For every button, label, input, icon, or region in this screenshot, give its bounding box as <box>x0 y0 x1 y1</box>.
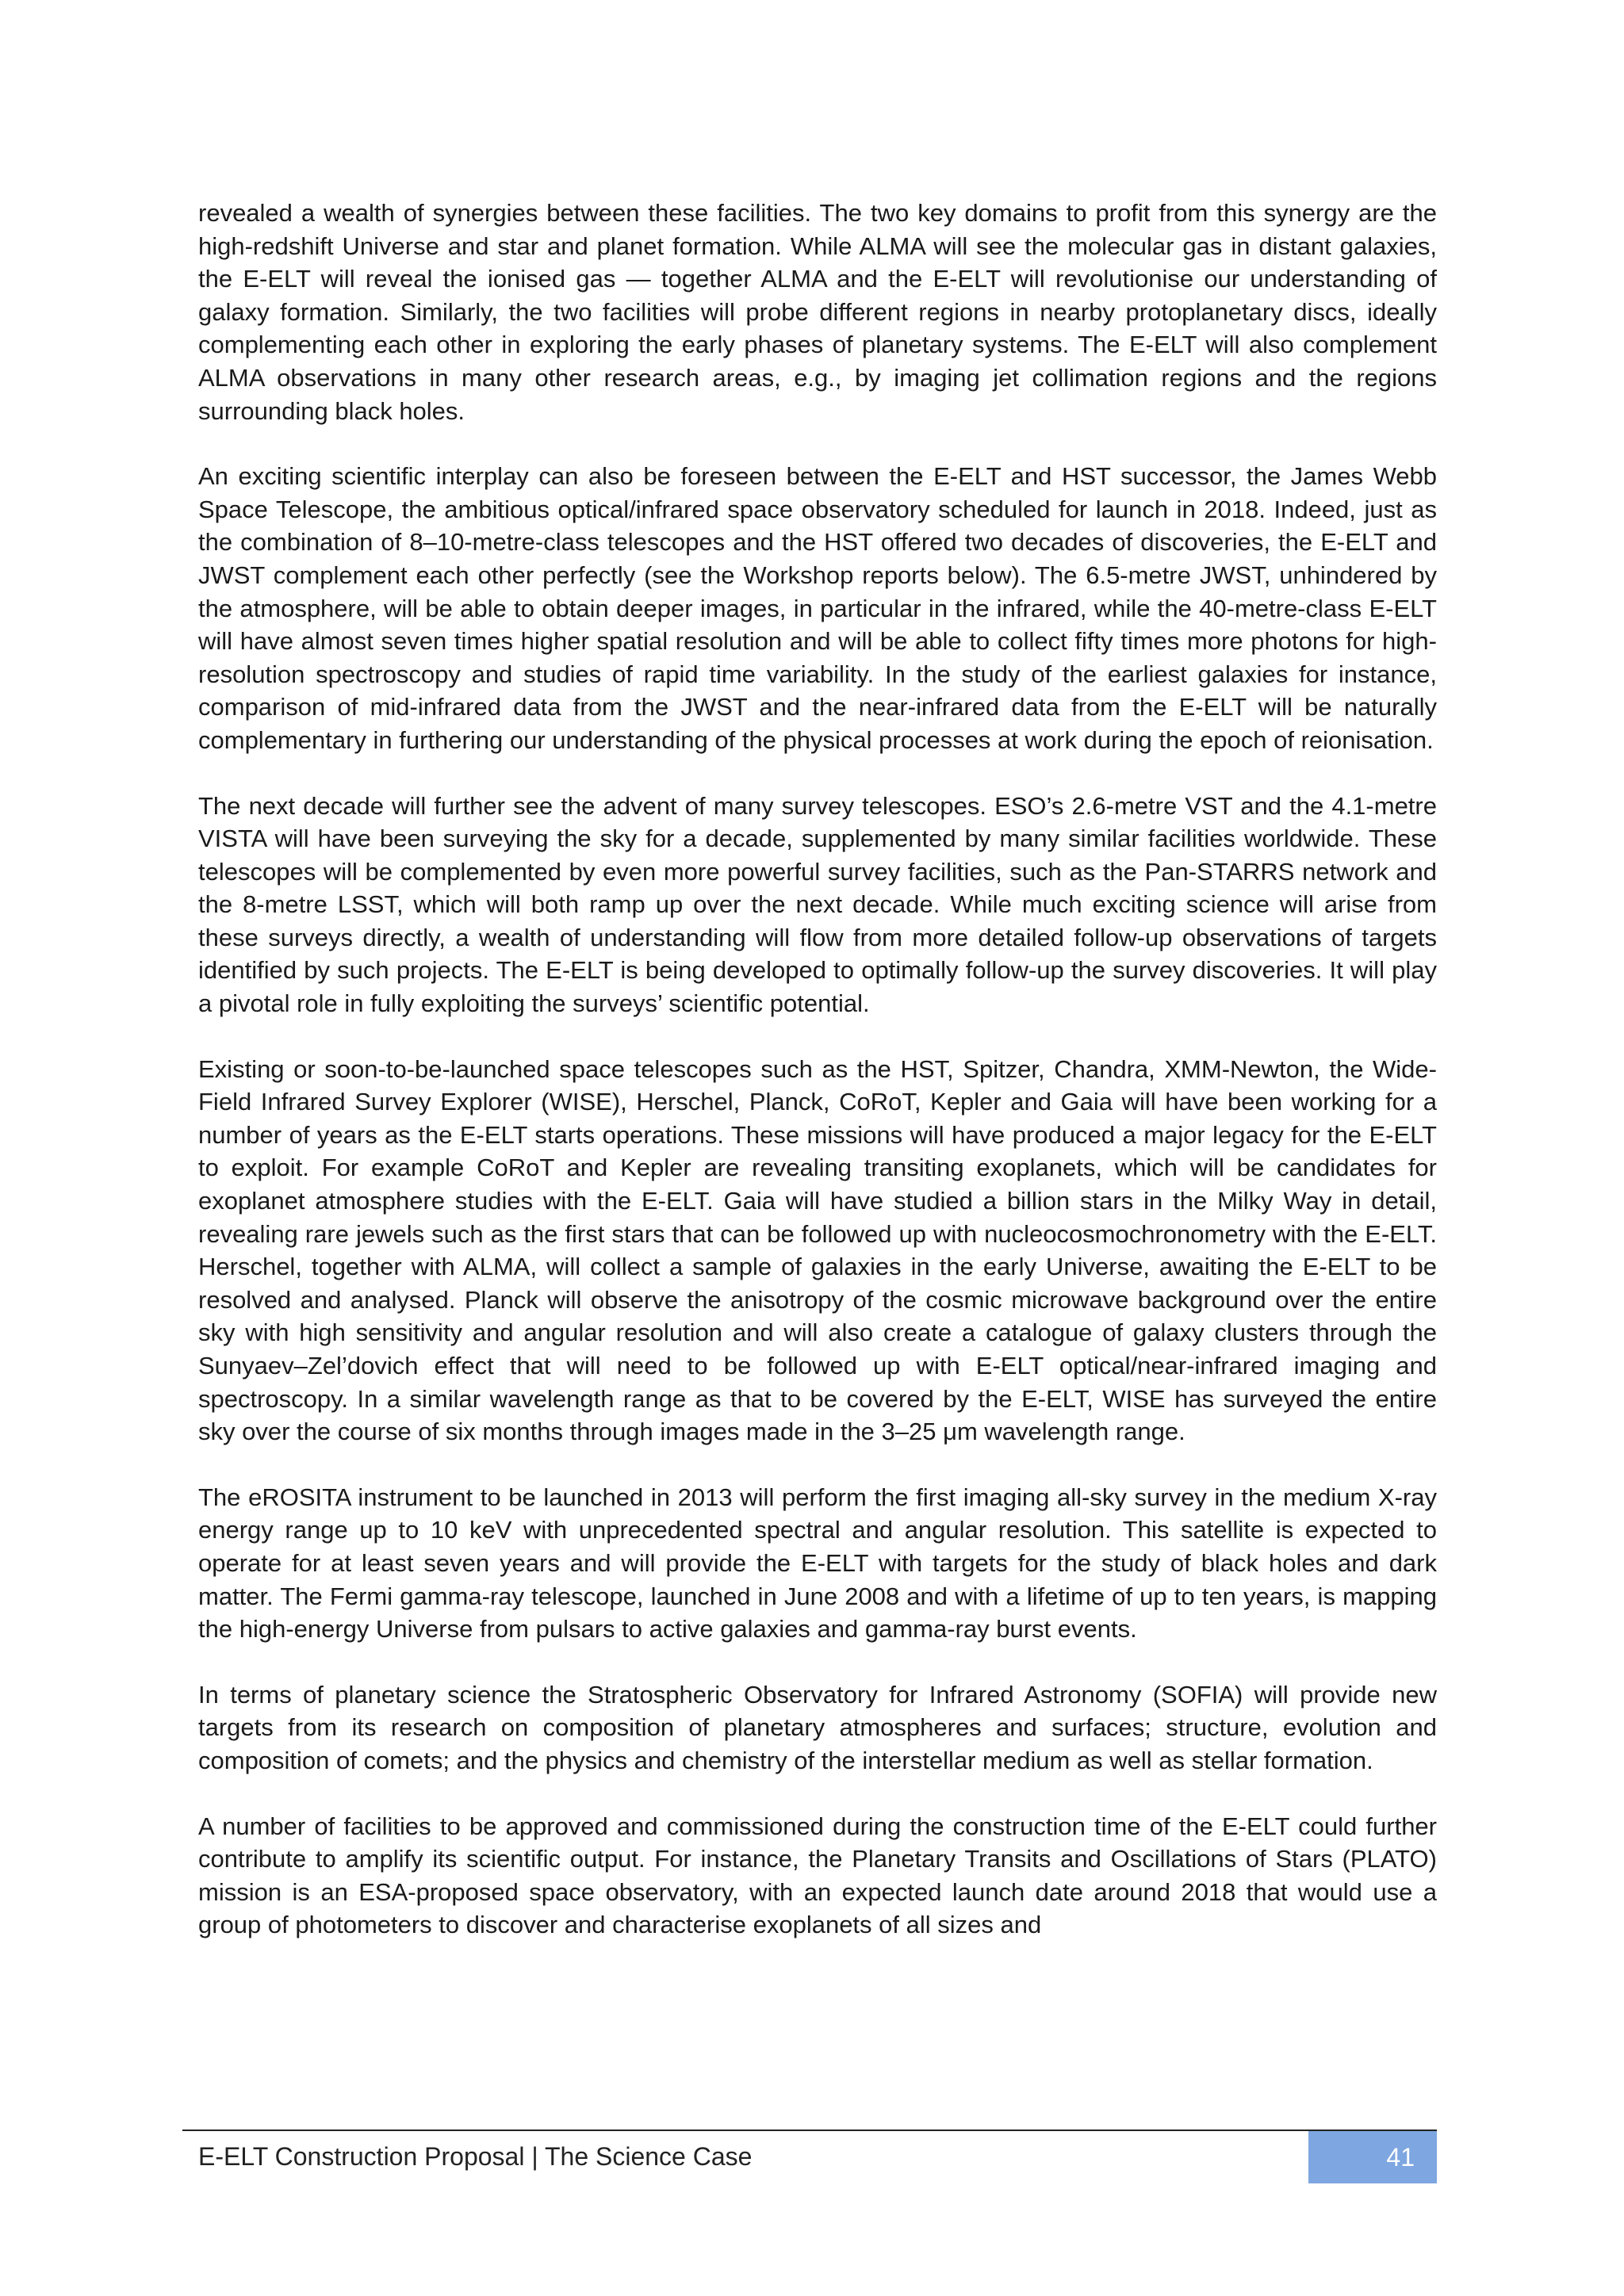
page-number-badge <box>1308 2131 1437 2183</box>
page-number: 41 <box>1386 2143 1415 2172</box>
paragraph-3: The next decade will further see the advent of many survey telescopes. ESO’s 2.6-metre VST and the 4.1-metre VISTA will have been surveying the sky for a decade, supplemented by many similar facilities worldwide. These telescopes will be complemented by even more powerful survey facilities, such as the Pan-STARRS network and the 8-metre LSST, which will both ramp up over the next decade. While much exciting science will arise from these surveys directly, a wealth of understanding will flow from more detailed follow-up observations of targets identified by such projects. The E-ELT is being developed to optimally follow-up the survey discoveries. It will play a pivotal role in fully exploiting the surveys’ scientific potential. <box>198 791 1437 1018</box>
body-text <box>198 197 1437 1942</box>
paragraph-5: The eROSITA instrument to be launched in 2013 will perform the first imaging all-sky survey in the medium X-ray energy range up to 10 keV with unprecedented spectral and angular resolution. This satellite is expected to operate for at least seven years and will provide the E-ELT with targets for the study of black holes and dark matter. The Fermi gamma-ray telescope, launched in June 2008 and with a lifetime of up to ten years, is mapping the high-energy Universe from pulsars to active galaxies and gamma-ray burst events. <box>198 1483 1437 1644</box>
paragraph-6: In terms of planetary science the Stratospheric Observatory for Infrared Astronomy (SOFIA) will provide new targets from its research on composition of planetary atmospheres and surfaces; structure, evolution and composition of comets; and the physics and chemistry of the interstellar medium as well as stellar formation. <box>198 1680 1437 1774</box>
paragraph-2: An exciting scientific interplay can also be foreseen between the E-ELT and HST successor, the James Webb Space Telescope, the ambitious optical/infrared space observatory scheduled for launch in 2018. Indeed, just as the combination of 8–10-metre-class telescopes and the HST offered two decades of discoveries, the E-ELT and JWST complement each other perfectly (see the Workshop reports below). The 6.5-metre JWST, unhindered by the atmosphere, will be able to obtain deeper images, in particular in the infrared, while the 40-metre-class E-ELT will have almost seven times higher spatial resolution and will be able to collect fifty times more photons for high-resolution spectroscopy and studies of rapid time variability. In the study of the earliest galaxies for instance, comparison of mid-infrared data from the JWST and the near-infrared data from the E-ELT will be naturally complementary in furthering our understanding of the physical processes at work during the epoch of reionisation. <box>198 462 1437 754</box>
footer-divider <box>182 2130 1437 2131</box>
paragraph-7: A number of facilities to be approved and commissioned during the construction time of the E-ELT could further contribute to amplify its scientific output. For instance, the Planetary Transits and Oscillations of Stars (PLATO) mission is an ESA-proposed space observatory, with an expected launch date around 2018 that would use a group of photometers to discover and characterise exoplanets of all sizes and <box>198 1812 1437 1939</box>
paragraph-1: revealed a wealth of synergies between these facilities. The two key domains to profit from this synergy are the high-redshift Universe and star and planet formation. While ALMA will see the molecular gas in distant galaxies, the E-ELT will reveal the ionised gas — together ALMA and the E-ELT will revolutionise our understanding of galaxy formation. Similarly, the two facilities will probe different regions in nearby protoplanetary discs, ideally complementing each other in exploring the early phases of planetary systems. The E-ELT will also complement ALMA observations in many other research areas, e.g., by imaging jet collimation regions and the regions surrounding black holes. <box>198 199 1437 425</box>
paragraph-4: Existing or soon-to-be-launched space telescopes such as the HST, Spitzer, Chandra, XMM-Newton, the Wide-Field Infrared Survey Explorer (WISE), Herschel, Planck, CoRoT, Kepler and Gaia will have been working for a number of years as the E-ELT starts operations. These missions will have produced a major legacy for the E-ELT to exploit. For example CoRoT and Kepler are revealing transiting exoplanets, which will be candidates for exoplanet atmosphere studies with the E-ELT. Gaia will have studied a billion stars in the Milky Way in detail, revealing rare jewels such as the first stars that can be followed up with nucleocosmochronometry with the E-ELT. Herschel, together with ALMA, will collect a sample of galaxies in the early Universe, awaiting the E-ELT to be resolved and analysed. Planck will observe the anisotropy of the cosmic microwave background over the entire sky with high sensitivity and angular resolution and will also create a catalogue of galaxy clusters through the Sunyaev–Zel’dovich effect that will need to be followed up with E-ELT optical/near-infrared imaging and spectroscopy. In a similar wavelength range as that to be covered by the E-ELT, WISE has surveyed the entire sky over the course of six months through images made in the 3–25 μm wavelength range. <box>198 1054 1437 1446</box>
footer-title: E-ELT Construction Proposal | The Science Case <box>198 2142 753 2171</box>
